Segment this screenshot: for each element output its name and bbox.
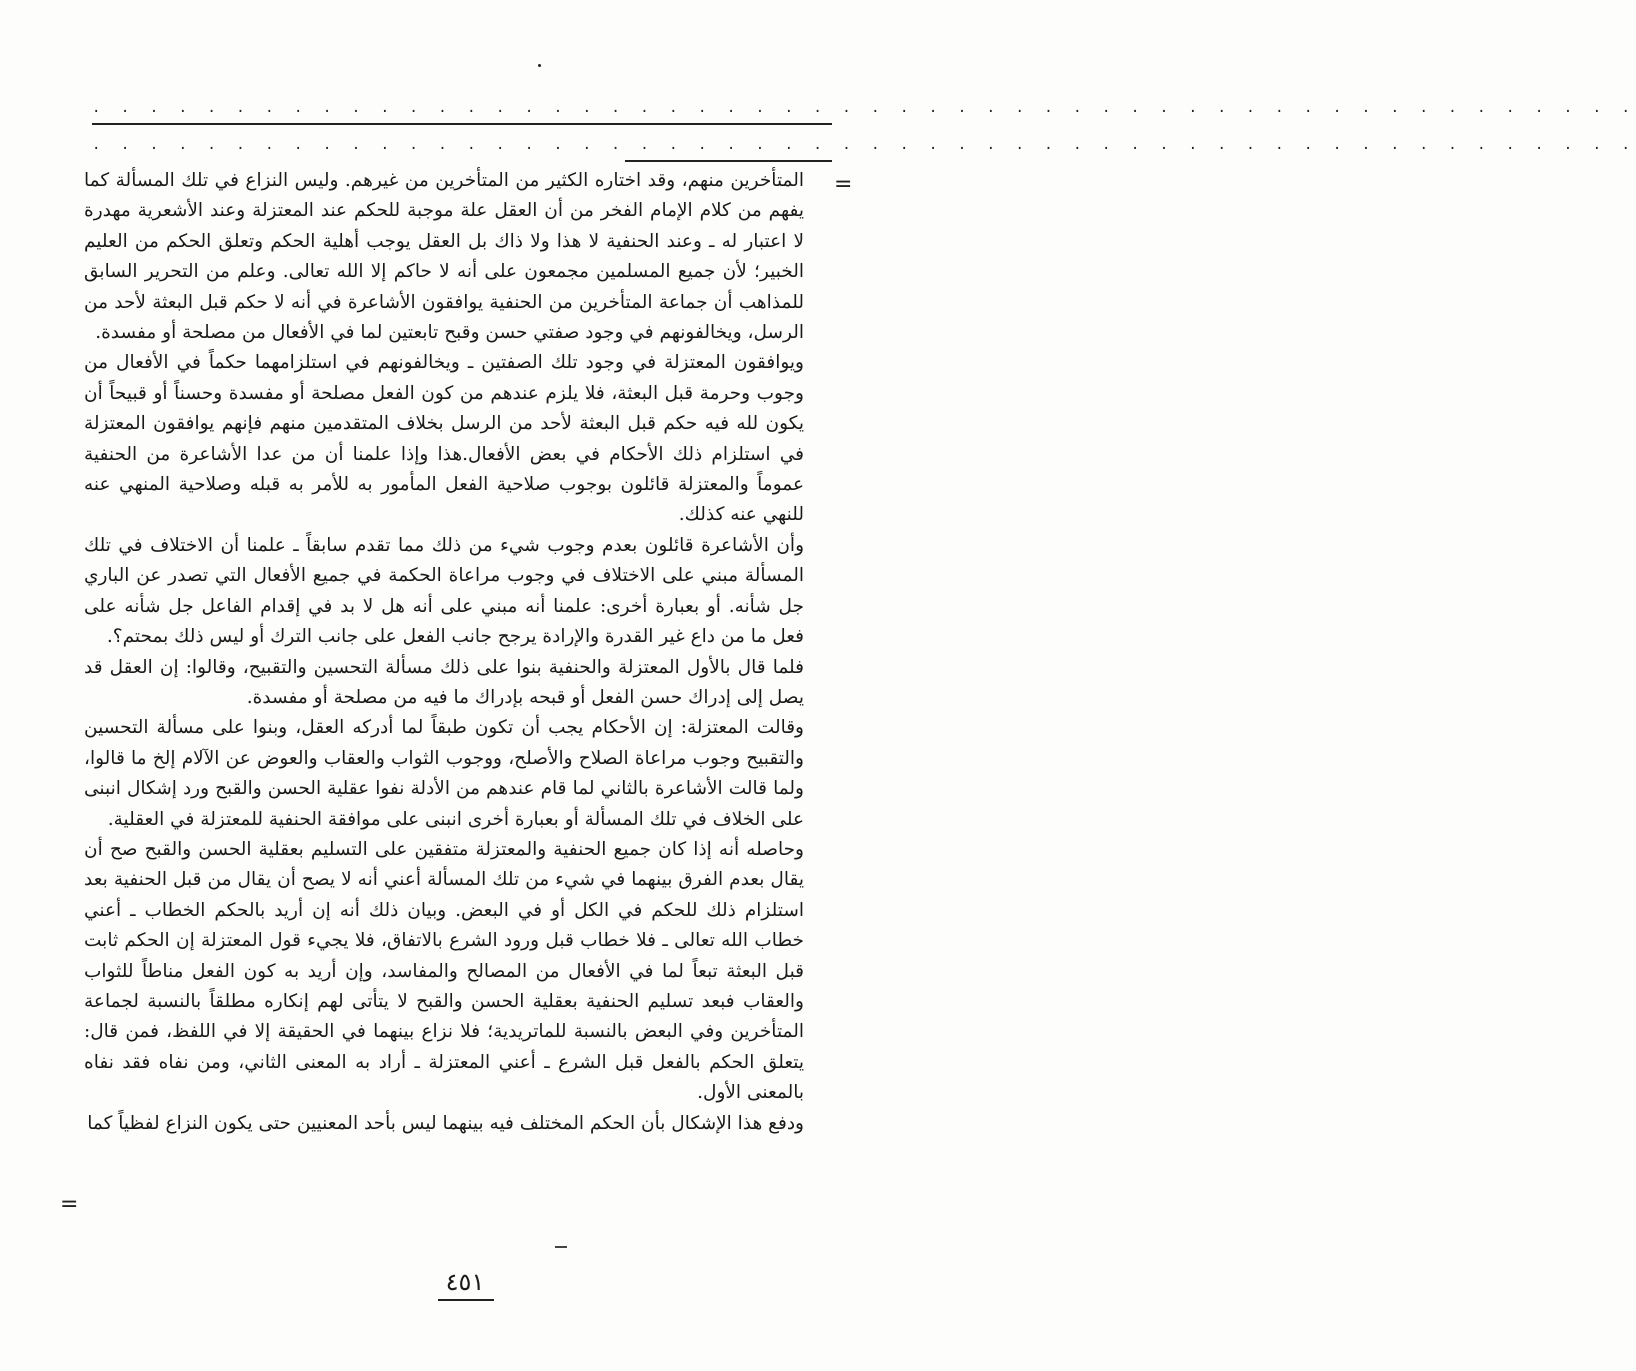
paragraph: وحاصله أنه إذا كان جميع الحنفية والمعتزلة متفقين على التسليم بعقلية الحسن والقبح صح أن يقال بعدم الفرق بينهما في شيء من تلك المسألة أعني أنه لا يصح أن يقال من قبل الحنفية بعد استلزام ذلك للحكم في الكل أو في البعض. وبيان ذلك أنه إن أريد بالحكم الخطاب ـ أعني خطاب الله تعالى ـ فلا خطاب قبل ورود الشرع بالاتفاق، فلا يجيء قول المعتزلة إن الحكم ثابت قبل البعثة تبعاً لما في الأفعال من المصالح والمفاسد، وإن أريد به كون الفعل مناطاً للثواب والعقاب فبعد تسليم الحنفية بعقلية الحسن والقبح لا يتأتى لهم إنكاره مطلقاً بالنسبة لجماعة المتأخرين وفي البعض بالنسبة للماتريدية؛ فلا نزاع بينهما في الحقيقة إلا في اللفظ، فمن قال: يتعلق الحكم بالفعل قبل الشرع ـ أعني المعتزلة ـ أراد به المعنى الثاني، ومن نفاه فقد نفاه بالمعنى الأول. [84, 838, 804, 1104]
continuation-marker-start: = [834, 172, 853, 197]
paragraph: وقالت المعتزلة: إن الأحكام يجب أن تكون طبقاً لما أدركه العقل، وبنوا على مسألة التحسين والتقبيح وجوب مراعاة الصلاح والأصلح، ووجوب الثواب والعقاب والعوض عن الآلام إلخ ما قالوا، ولما قالت الأشاعرة بالثاني لما قام عندهم من الأدلة نفوا عقلية الحسن والقبح ورد إشكال انبنى على الخلاف في تلك المسألة أو بعبارة أخرى انبنى على موافقة الحنفية للمعتزلة في العقلية. [84, 717, 804, 830]
continuation-marker-end: = [60, 1192, 79, 1217]
paragraph: ودفع هذا الإشكال بأن الحكم المختلف فيه بينهما ليس بأحد المعنيين حتى يكون النزاع لفظياً كما [87, 1112, 804, 1134]
paragraph: فلما قال بالأول المعتزلة والحنفية بنوا على ذلك مسألة التحسين والتقبيح، وقالوا: إن العقل قد يصل إلى إدراك حسن الفعل أو قبحه بإدراك ما فيه من مصلحة أو مفسدة. [84, 656, 804, 708]
header-rule-long [92, 123, 832, 125]
header-rule-short [625, 160, 832, 162]
header-dotted-line-1: . . . . . . . . . . . . . . . . . . . . . . . . . . . . . . . . . . . . . . . . . . . . . . . . . . . . . . [92, 100, 1636, 116]
header-dotted-line-2: . . . . . . . . . . . . . . . . . . . . . . . . . . . . . . . . . . . . . . . . . . . . . . . . . . . . . . [92, 137, 1636, 153]
body-text [84, 166, 804, 1139]
page-number: ٤٥١ [445, 1268, 485, 1296]
small-dash-mark [555, 1246, 567, 1248]
top-dot-mark [538, 64, 541, 67]
paragraph: المتأخرين منهم، وقد اختاره الكثير من المتأخرين من غيرهم. وليس النزاع في تلك المسألة كما يفهم من كلام الإمام الفخر من أن العقل علة موجبة للحكم عند المعتزلة وعند الأشعرية مهدرة لا اعتبار له ـ وعند الحنفية لا هذا ولا ذاك بل العقل يوجب أهلية الحكم وتعلق الحكم من العليم الخبير؛ لأن جميع المسلمين مجمعون على أنه لا حاكم إلا الله تعالى. وعلم من التحرير السابق للمذاهب أن جماعة المتأخرين من الحنفية يوافقون الأشاعرة في أنه لا حكم قبل البعثة لأحد من الرسل، ويخالفونهم في وجود صفتي حسن وقبح تابعتين لما في الأفعال من مصلحة أو مفسدة. [84, 170, 804, 344]
paragraph: وأن الأشاعرة قائلون بعدم وجوب شيء من ذلك مما تقدم سابقاً ـ علمنا أن الاختلاف في تلك المسألة مبني على الاختلاف في وجوب مراعاة الحكمة في جميع الأفعال التي تصدر عن الباري جل شأنه. أو بعبارة أخرى: علمنا أنه مبني على أنه هل لا بد في إقدام الفاعل جل شأنه على فعل ما من داع غير القدرة والإرادة يرجح جانب الفعل على جانب الترك أو ليس ذلك بمحتم؟. [84, 534, 804, 648]
page-number-underline [438, 1299, 494, 1301]
paragraph: ويوافقون المعتزلة في وجود تلك الصفتين ـ ويخالفونهم في استلزامهما حكماً في الأفعال من وجوب وحرمة قبل البعثة، فلا يلزم عندهم من كون الفعل مصلحة أو مفسدة وحسناً أو قبيحاً أن يكون لله فيه حكم قبل البعثة لأحد من الرسل بخلاف المتقدمين منهم فإنهم يوافقون المعتزلة في استلزام ذلك الأحكام في بعض الأفعال.هذا وإذا علمنا أن من عدا الأشاعرة من الحنفية عموماً والمعتزلة قائلون بوجوب صلاحية الفعل المأمور به للأمر به قبله وصلاحية المنهي عنه للنهي عنه كذلك. [84, 352, 804, 526]
